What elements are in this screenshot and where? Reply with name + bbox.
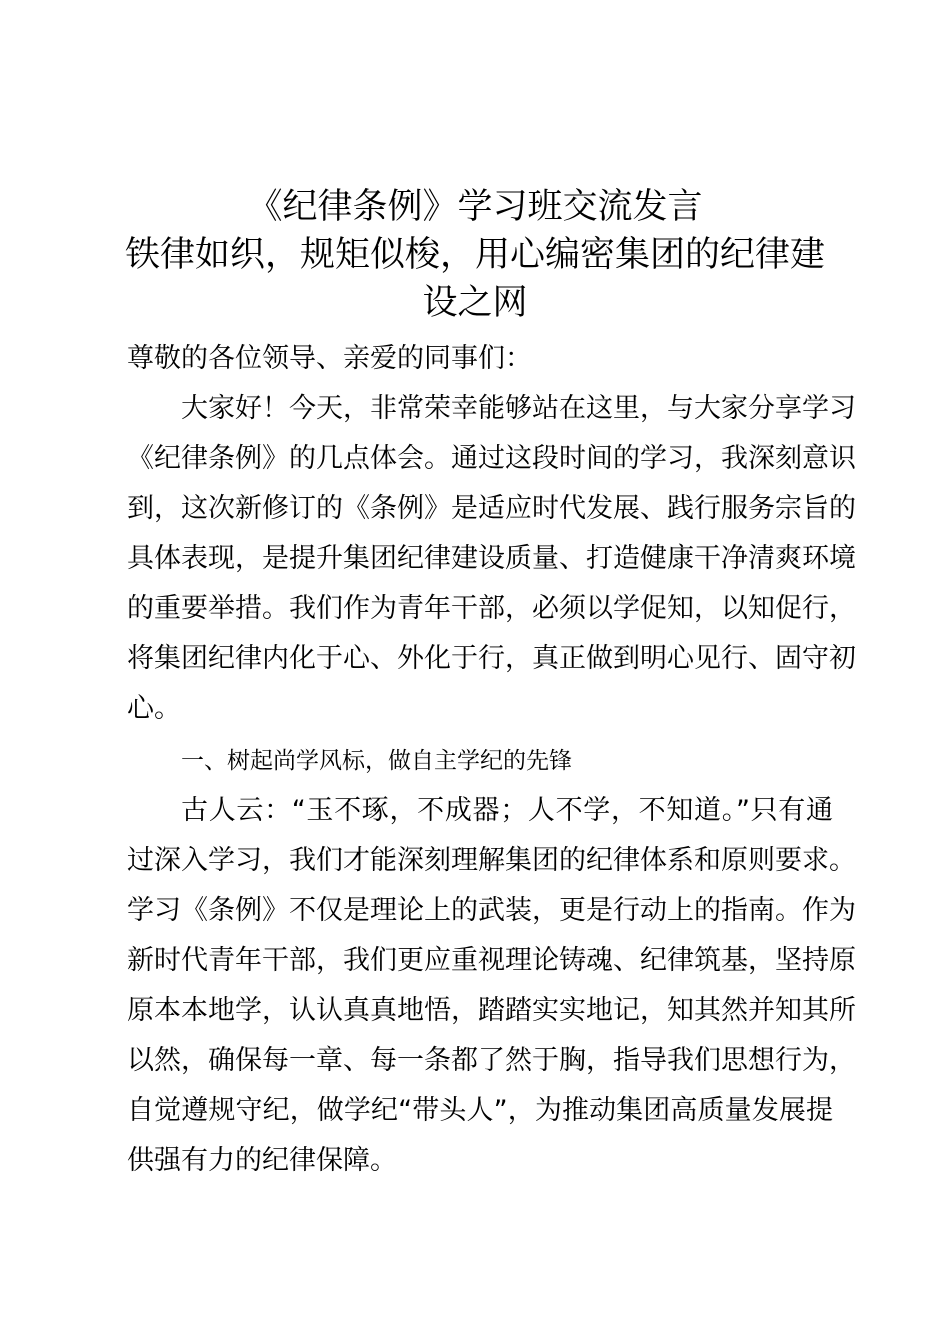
paragraph-line: 学习《条例》不仅是理论上的武装，更是行动上的指南。作为 bbox=[127, 895, 856, 926]
title-line-subtitle-cont: 设之网 bbox=[422, 283, 528, 323]
paragraph-line: 的重要举措。我们作为青年干部，必须以学促知，以知促行， bbox=[127, 593, 856, 624]
paragraph-line: 到，这次新修订的《条例》是适应时代发展、践行服务宗旨的 bbox=[127, 493, 856, 524]
paragraph-line: 供强有力的纪律保障。 bbox=[127, 1145, 397, 1176]
title-line-subtitle: 铁律如织，规矩似梭，用心编密集团的纪律建 bbox=[124, 235, 825, 275]
paragraph-line: 《纪律条例》的几点体会。通过这段时间的学习，我深刻意识 bbox=[127, 443, 856, 474]
paragraph-line: 过深入学习，我们才能深刻理解集团的纪律体系和原则要求。 bbox=[127, 845, 856, 876]
paragraph-line: 自觉遵规守纪，做学纪“带头人”，为推动集团高质量发展提 bbox=[127, 1095, 833, 1126]
paragraph-line: 大家好！今天，非常荣幸能够站在这里，与大家分享学习 bbox=[181, 393, 856, 424]
paragraph-line: 心。 bbox=[127, 693, 181, 724]
paragraph-line: 新时代青年干部，我们更应重视理论铸魂、纪律筑基，坚持原 bbox=[127, 945, 856, 976]
paragraph-section1 bbox=[127, 786, 856, 1186]
section-heading: 一、树起尚学风标，做自主学纪的先锋 bbox=[181, 748, 572, 774]
document-title bbox=[120, 183, 830, 327]
salutation: 尊敬的各位领导、亲爱的同事们： bbox=[127, 343, 532, 374]
paragraph-line: 原本本地学，认认真真地悟，踏踏实实地记，知其然并知其所 bbox=[127, 995, 856, 1026]
paragraph-line: 将集团纪律内化于心、外化于行，真正做到明心见行、固守初 bbox=[127, 643, 856, 674]
paragraph-line: 古人云：“玉不琢，不成器；人不学，不知道。”只有通 bbox=[181, 795, 833, 826]
paragraph-opening bbox=[127, 384, 856, 734]
paragraph-line: 以然，确保每一章、每一条都了然于胸，指导我们思想行为， bbox=[127, 1045, 856, 1076]
document-body bbox=[127, 334, 856, 1186]
paragraph-line: 具体表现，是提升集团纪律建设质量、打造健康干净清爽环境 bbox=[127, 543, 856, 574]
title-line-main: 《纪律条例》学习班交流发言 bbox=[247, 187, 703, 227]
